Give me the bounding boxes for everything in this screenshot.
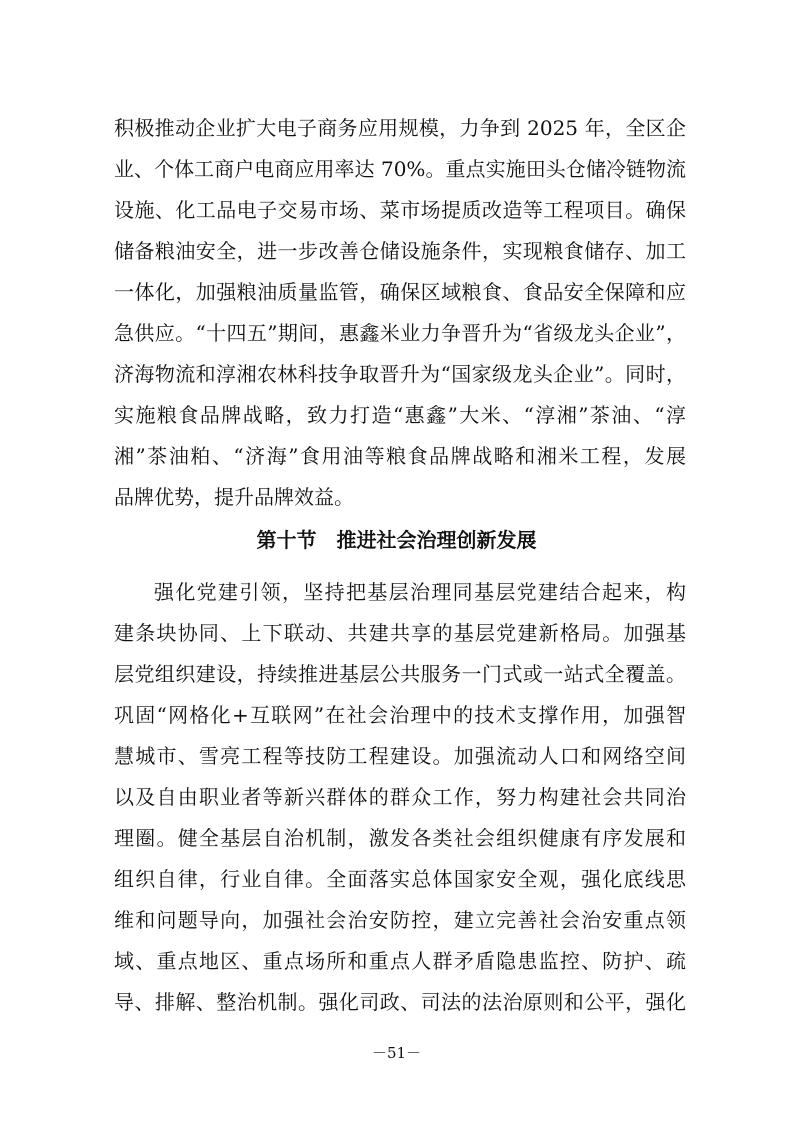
- paragraph-1-line-9: 湘”茶油粕、“济海”食用油等粮食品牌战略和湘米工程，发展: [114, 444, 686, 468]
- paragraph-1-line-10: 品牌优势，提升品牌效益。: [114, 485, 354, 509]
- paragraph-1-line-6: 急供应。“十四五”期间，惠鑫米业力争晋升为“省级龙头企业”，: [114, 321, 686, 345]
- paragraph-2-line-10: 域、重点地区、重点场所和重点人群矛盾隐患监控、防护、疏: [114, 949, 686, 973]
- paragraph-2-line-6: 以及自由职业者等新兴群体的群众工作，努力构建社会共同治: [114, 785, 686, 809]
- paragraph-2-line-4: 巩固“网格化+互联网”在社会治理中的技术支撑作用，加强智: [114, 703, 686, 727]
- paragraph-2-line-9: 维和问题导向，加强社会治安防控，建立完善社会治安重点领: [114, 908, 686, 932]
- paragraph-1-line-1: 积极推动企业扩大电子商务应用规模，力争到 2025 年，全区企: [114, 116, 686, 140]
- paragraph-1-line-2: 业、个体工商户电商应用率达 70%。重点实施田头仓储冷链物流: [114, 157, 686, 181]
- paragraph-2-line-11: 导、排解、整治机制。强化司政、司法的法治原则和公平，强化: [114, 990, 686, 1014]
- paragraph-1-line-5: 一体化，加强粮油质量监管，确保区域粮食、食品安全保障和应: [114, 280, 686, 304]
- paragraph-1-line-7: 济海物流和淳湘农林科技争取晋升为“国家级龙头企业”。同时，: [114, 362, 686, 386]
- paragraph-1-line-4: 储备粮油安全，进一步改善仓储设施条件，实现粮食储存、加工: [114, 239, 686, 263]
- paragraph-2-line-1: 强化党建引领，坚持把基层治理同基层党建结合起来，构: [154, 580, 686, 604]
- section-heading: 第十节 推进社会治理创新发展: [256, 528, 537, 552]
- paragraph-2-line-5: 慧城市、雪亮工程等技防工程建设。加强流动人口和网络空间: [114, 744, 686, 768]
- paragraph-2-line-7: 理圈。健全基层自治机制，激发各类社会组织健康有序发展和: [114, 826, 686, 850]
- paragraph-2-line-8: 组织自律，行业自律。全面落实总体国家安全观，强化底线思: [114, 867, 686, 891]
- paragraph-2-line-2: 建条块协同、上下联动、共建共享的基层党建新格局。加强基: [114, 621, 686, 645]
- paragraph-2-line-3: 层党组织建设，持续推进基层公共服务一门式或一站式全覆盖。: [114, 662, 686, 686]
- paragraph-1-line-3: 设施、化工品电子交易市场、菜市场提质改造等工程项目。确保: [114, 198, 686, 222]
- paragraph-1-line-8: 实施粮食品牌战略，致力打造“惠鑫”大米、“淳湘”茶油、“淳: [114, 403, 686, 427]
- page-number: －51－: [371, 1044, 422, 1062]
